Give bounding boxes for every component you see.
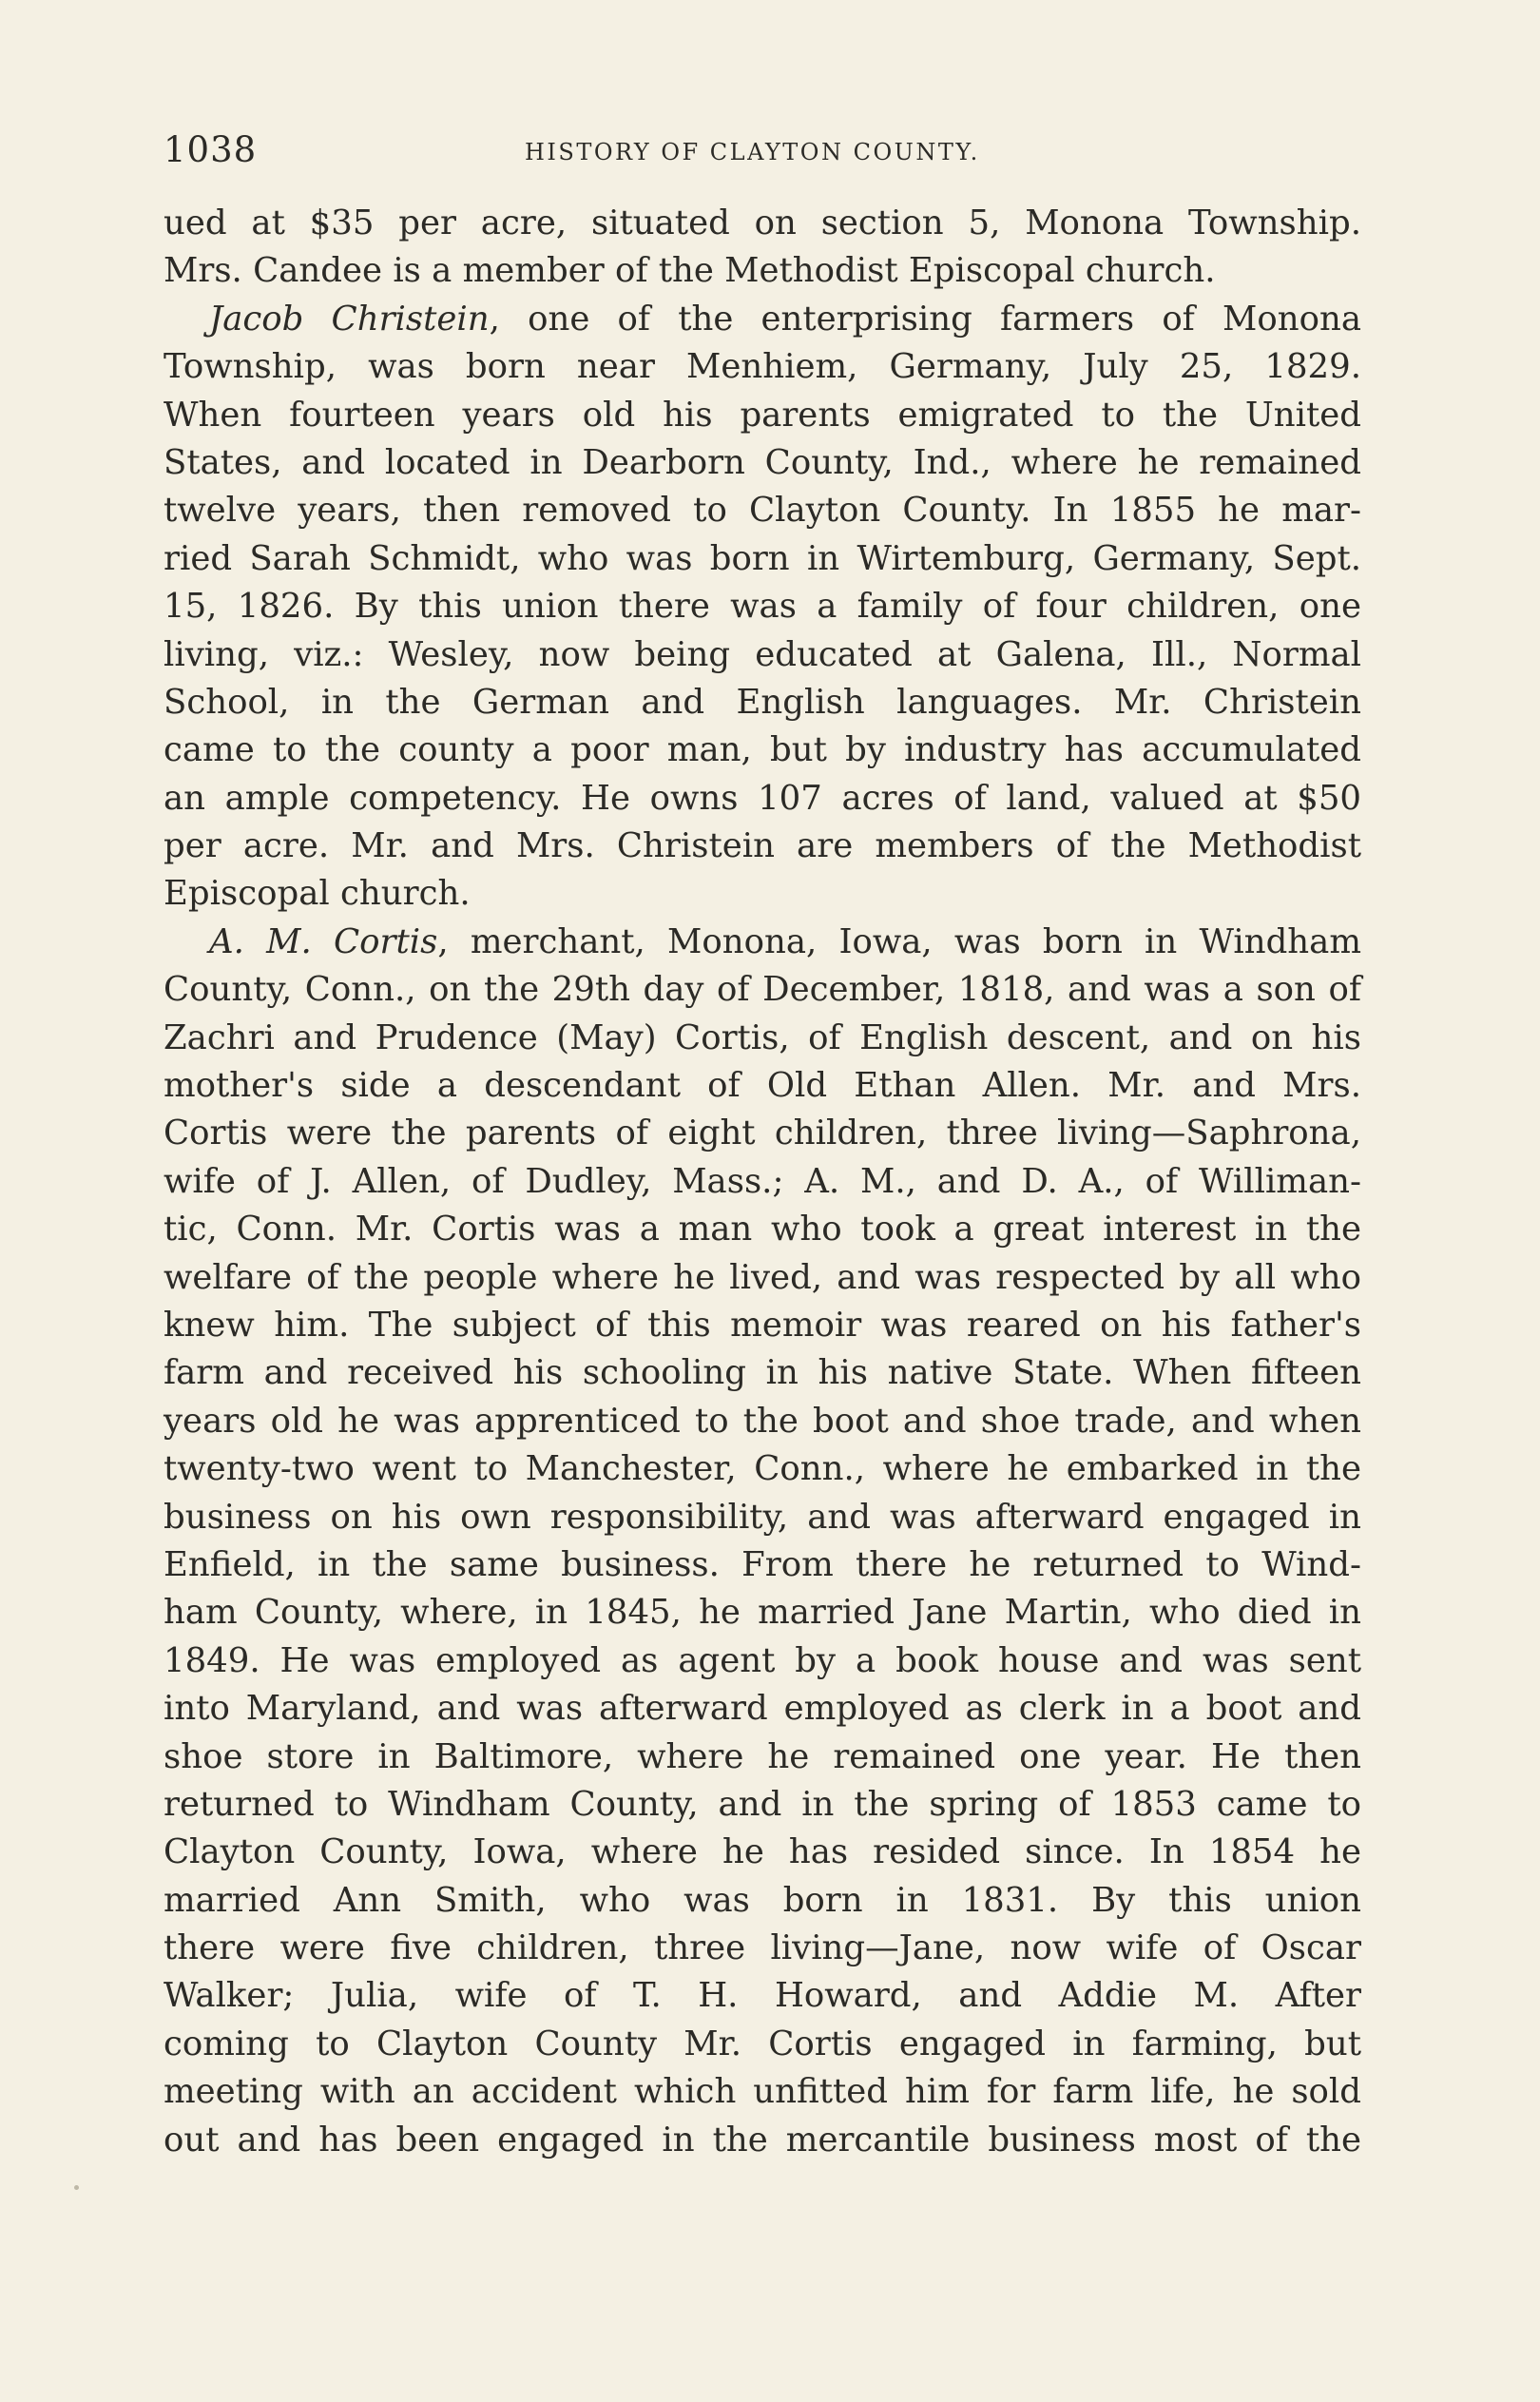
text-line: came to the county a poor man, but by industry has accumulated <box>164 730 1361 770</box>
text-line: wife of J. Allen, of Dudley, Mass.; A. M., and D. A., of Williman- <box>164 1161 1361 1201</box>
page-number: 1038 <box>164 129 258 170</box>
text-line: welfare of the people where he lived, and was respected by all who <box>164 1257 1361 1297</box>
text-line: years old he was apprenticed to the boot and shoe trade, and when <box>164 1401 1361 1441</box>
text-line <box>164 296 1361 343</box>
text-line: returned to Windham County, and in the spring of 1853 came to <box>164 1784 1361 1824</box>
text-line: shoe store in Baltimore, where he remained one year. He then <box>164 1736 1361 1776</box>
running-title: HISTORY OF CLAYTON COUNTY. <box>525 139 980 165</box>
text-line: coming to Clayton County Mr. Cortis engaged in farming, but <box>164 2024 1361 2063</box>
text-line: married Ann Smith, who was born in 1831. By this union <box>164 1880 1361 1920</box>
text-line: twenty-two went to Manchester, Conn., where he embarked in the <box>164 1449 1361 1489</box>
text-line: tic, Conn. Mr. Cortis was a man who took a great interest in the <box>164 1210 1361 1249</box>
text-line: ried Sarah Schmidt, who was born in Wirtemburg, Germany, Sept. <box>164 538 1361 578</box>
text-line: Clayton County, Iowa, where he has resided since. In 1854 he <box>164 1832 1361 1872</box>
text-line: an ample competency. He owns 107 acres of land, valued at $50 <box>164 778 1361 818</box>
text-line-rest: , merchant, Monona, Iowa, was born in Windham <box>437 921 1361 961</box>
text-line: into Maryland, and was afterward employed as clerk in a boot and <box>164 1689 1361 1729</box>
text-line: Walker; Julia, wife of T. H. Howard, and Addie M. After <box>164 1976 1361 2016</box>
text-line <box>164 919 1361 966</box>
text-line: mother's side a descendant of Old Ethan Allen. Mr. and Mrs. <box>164 1066 1361 1106</box>
text-line: Cortis were the parents of eight children, three living—Saphrona, <box>164 1114 1361 1153</box>
text-line: Township, was born near Menhiem, Germany, July 25, 1829. <box>164 347 1361 387</box>
text-line: knew him. The subject of this memoir was reared on his father's <box>164 1305 1361 1345</box>
text-line: ham County, where, in 1845, he married Jane Martin, who died in <box>164 1593 1361 1633</box>
text-line: meeting with an accident which unfitted him for farm life, he sold <box>164 2072 1361 2112</box>
text-line: Episcopal church. <box>164 874 471 914</box>
text-line: Zachri and Prudence (May) Cortis, of English descent, and on his <box>164 1017 1361 1057</box>
text-line: per acre. Mr. and Mrs. Christein are members of the Methodist <box>164 826 1361 866</box>
text-line: States, and located in Dearborn County, Ind., where he remained <box>164 442 1361 482</box>
biography-name: Jacob Christein <box>209 299 490 339</box>
text-line: twelve years, then removed to Clayton County. In 1855 he mar- <box>164 491 1361 531</box>
text-line: School, in the German and English languages. Mr. Christein <box>164 682 1361 722</box>
paper-speck <box>74 2185 79 2190</box>
text-line-rest: , one of the enterprising farmers of Monona <box>489 299 1361 339</box>
page-header <box>164 129 1361 177</box>
text-line: ued at $35 per acre, situated on section 5, Monona Township. <box>164 203 1361 242</box>
text-line: living, viz.: Wesley, now being educated at Galena, Ill., Normal <box>164 634 1361 674</box>
body-text <box>164 200 1361 2164</box>
text-line: out and has been engaged in the mercantile business most of the <box>164 2120 1361 2160</box>
text-line: Enfield, in the same business. From there he returned to Wind- <box>164 1544 1361 1584</box>
text-line: business on his own responsibility, and was afterward engaged in <box>164 1497 1361 1537</box>
text-line: County, Conn., on the 29th day of December, 1818, and was a son of <box>164 970 1361 1010</box>
biography-name: A. M. Cortis <box>209 921 438 961</box>
text-line: there were five children, three living—Jane, now wife of Oscar <box>164 1928 1361 1968</box>
text-line: 15, 1826. By this union there was a family of four children, one <box>164 587 1361 627</box>
text-line: Mrs. Candee is a member of the Methodist Episcopal church. <box>164 251 1216 291</box>
text-line: When fourteen years old his parents emigrated to the United <box>164 395 1361 435</box>
text-line: farm and received his schooling in his native State. When fifteen <box>164 1353 1361 1393</box>
text-line: 1849. He was employed as agent by a book house and was sent <box>164 1640 1361 1680</box>
